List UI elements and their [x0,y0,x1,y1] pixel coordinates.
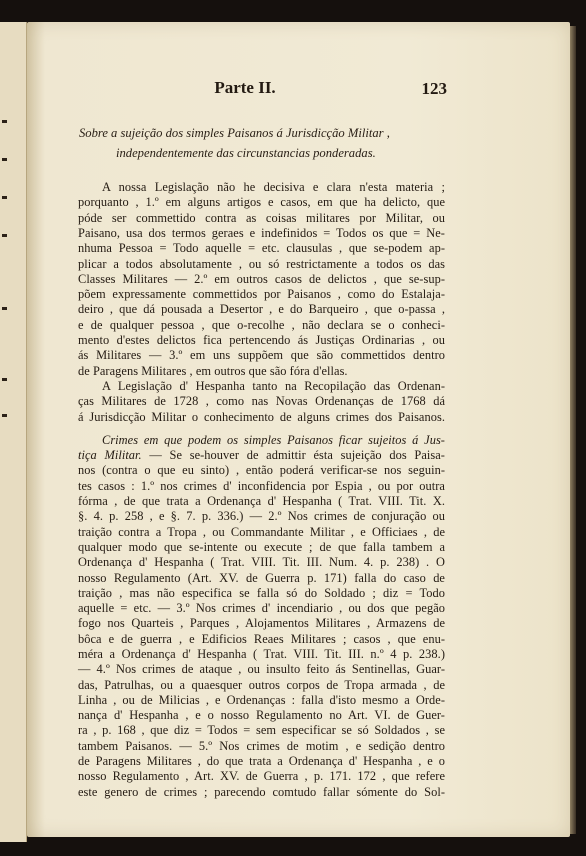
text-line: Crimes em que podem os simples Paisanos ficar sujeitos á Jus- [102,433,445,447]
text-line: deiro , que dá pousada a Desertor , e do Barqueiro , que o-passa , [78,302,445,316]
text-line: Ordenança d' Hespanha ( Trat. VIII. Tit. III. Num. 4. p. 238) . O [78,555,445,569]
text-line: tes casos : 1.º nos crimes d' inconfidencia por Espia , ou por outra [78,479,445,493]
text-line: Classes Militares — 2.º em outros casos de delictos , que se-sup- [78,272,445,286]
text-line: de Paragens Militares , do que trata a Ordenança d' Hespanha , e o [78,754,445,768]
text-line: nhuma Pessoa = Todo aquelle = etc. clausulas , que se-podem ap- [78,241,445,255]
text-line: bôca e de guerra , e Edificios Reaes Militares ; casos , que enu- [78,632,445,646]
running-head: Parte II. [214,78,276,97]
text-line: plicar a todos absolutamente , ou só restrictamente a todos os das [78,257,445,271]
text-line: fogo nos Quarteis , Parques , Alojamentos Militares , Armazens de [78,616,445,630]
text-line: Paisano, usa dos termos geraes e indefinidos = Todos os que = Ne- [78,226,445,240]
text-line: mento d'estes delictos fica pertencendo ás Justiças Ordinarias , ou [78,333,445,347]
text-line: aquelle = etc. — 3.º Nos crimes d' incendiario , ou dos que pegão [78,601,445,615]
text-line: e de qualquer pessoa , que o-recolhe , não declara se o conheci- [78,318,445,332]
text-line: põem expressamente commettidos por Paisanos , como do Estalaja- [78,287,445,301]
text-line: A nossa Legislação não he decisiva e clara n'esta materia ; [102,180,445,194]
text-line: nosso Regulamento , Art. XV. de Guerra , p. 171. 172 , que refere [78,769,445,783]
text-line: ás Militares — 3.º em uns suppõem que são commettidos dentro [78,348,445,362]
text-line: de Paragens Militares , em outros que são fóra d'ellas. [78,364,348,378]
text-line: este genero de crimes ; parecendo comtudo fallar sómente do Sol- [78,785,445,799]
text-line: nos (contra o que eu sinto) , então poderá verificar-se nos seguin- [78,463,445,477]
text-line: — 4.º Nos crimes de ataque , ou insulto feito ás Sentinellas, Guar- [78,662,445,676]
text-line: á Jurisdicção Militar o conhecimento de alguns crimes dos Paisanos. [78,410,445,424]
text-line: Linha , ou de Milicias , e Ordenanças : falla d'isto mesmo a Orde- [78,693,445,707]
text-line: das, Patrulhas, ou a quaesquer outros corpos de Tropa armada , de [78,678,445,692]
text-run: — Se se-houver de admittir ésta sujeição dos Paisa- [141,448,445,462]
text-line: qualquer modo que se-intente ou execute ; de que falla tambem a [78,540,445,554]
text-line: A Legislação d' Hespanha tanto na Recopilação das Ordenan- [102,379,445,393]
text-line: porquanto , 1.º em alguns artigos e casos, em que ha delicto, que [78,195,445,209]
text-line: tambem Paisanos. — 5.º Nos crimes de motim , e sedição dentro [78,739,445,753]
text-line: traição contra a Tropa , ou Commandante Militar , e Officiaes , de [78,525,445,539]
text-line: §. 4. p. 258 , e §. 7. p. 336.) — 2.º Nos crimes de conjuração ou [78,509,445,523]
text-line: méra a Ordenança d' Hespanha ( Trat. VIII. Tit. III. n.º 4 p. 238.) [78,647,445,661]
text-line: póde ser commettido contra as coisas militares por Militar, ou [78,211,445,225]
text-line: nança d' Hespanha , e o nosso Regulamento no Art. VI. de Guer- [78,708,445,722]
page-number: 123 [421,79,447,98]
text-line: traição , mas não especifica se falla só do Soldado ; diz = Todo [78,586,445,600]
section-title-line: Sobre a sujeição dos simples Paisanos á Jurisdicção Militar , [79,126,390,140]
text-line: ças Militares de 1728 , como nas Novas Ordenanças de 1768 dá [78,394,445,408]
text-line: fórma , de que trata a Ordenança d' Hespanha ( Trat. VIII. Tit. X. [78,494,445,508]
italic-heading-end: tiça Militar. [78,448,142,462]
section-title-line: independentemente das circunstancias ponderadas. [116,146,376,160]
text-line: ra , p. 168 , que diz = Todos = sem especificar se só Soldados , se [78,723,445,737]
text-line [78,448,445,463]
text-line: nosso Regulamento (Art. XV. de Guerra p. 171) falla do caso de [78,571,445,585]
